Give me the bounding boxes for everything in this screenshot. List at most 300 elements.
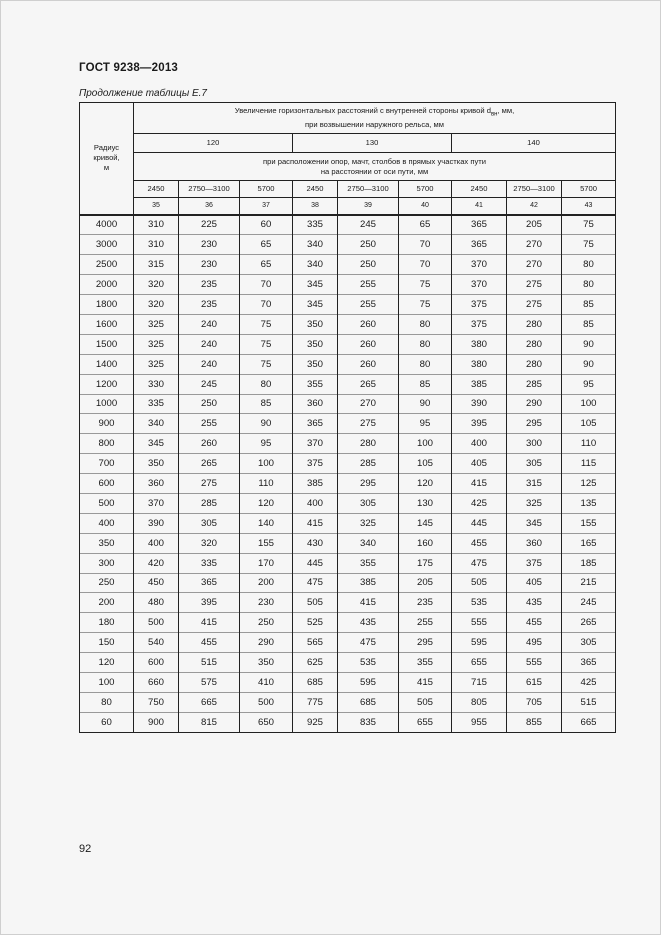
value-cell: 310 xyxy=(134,215,179,235)
value-cell: 420 xyxy=(134,553,179,573)
value-cell: 130 xyxy=(399,493,452,513)
value-cell: 285 xyxy=(507,374,562,394)
value-cell: 775 xyxy=(293,692,338,712)
value-cell: 350 xyxy=(293,314,338,334)
table-row xyxy=(80,235,616,255)
value-cell: 255 xyxy=(399,613,452,633)
value-cell: 215 xyxy=(562,573,616,593)
value-cell: 320 xyxy=(134,275,179,295)
value-cell: 455 xyxy=(507,613,562,633)
value-cell: 525 xyxy=(293,613,338,633)
value-cell: 375 xyxy=(507,553,562,573)
value-cell: 350 xyxy=(240,653,293,673)
value-cell: 365 xyxy=(452,235,507,255)
value-cell: 95 xyxy=(399,414,452,434)
radius-cell: 1400 xyxy=(80,354,134,374)
column-number: 39 xyxy=(338,198,399,215)
value-cell: 75 xyxy=(240,354,293,374)
value-cell: 280 xyxy=(507,354,562,374)
radius-cell: 400 xyxy=(80,513,134,533)
value-cell: 200 xyxy=(240,573,293,593)
value-cell: 365 xyxy=(179,573,240,593)
value-cell: 90 xyxy=(562,354,616,374)
distance-header: 2450 xyxy=(134,181,179,198)
value-cell: 595 xyxy=(452,633,507,653)
value-cell: 395 xyxy=(452,414,507,434)
value-cell: 70 xyxy=(399,235,452,255)
radius-cell: 1800 xyxy=(80,295,134,315)
table-row xyxy=(80,553,616,573)
value-cell: 340 xyxy=(134,414,179,434)
value-cell: 115 xyxy=(562,454,616,474)
value-cell: 685 xyxy=(293,672,338,692)
value-cell: 365 xyxy=(452,215,507,235)
table-row xyxy=(80,633,616,653)
value-cell: 385 xyxy=(338,573,399,593)
table-row xyxy=(80,712,616,732)
value-cell: 415 xyxy=(399,672,452,692)
value-cell: 60 xyxy=(240,215,293,235)
value-cell: 65 xyxy=(240,255,293,275)
value-cell: 235 xyxy=(179,295,240,315)
radius-cell: 150 xyxy=(80,633,134,653)
value-cell: 315 xyxy=(134,255,179,275)
radius-cell: 2500 xyxy=(80,255,134,275)
value-cell: 575 xyxy=(179,672,240,692)
placement-header: при расположении опор, мачт, столбов в прямых участках пути на расстоянии от оси пути, мм xyxy=(134,153,616,181)
value-cell: 75 xyxy=(399,275,452,295)
value-cell: 595 xyxy=(338,672,399,692)
value-cell: 375 xyxy=(452,314,507,334)
value-cell: 65 xyxy=(399,215,452,235)
increase-header: Увеличение горизонтальных расстояний с внутренней стороны кривой $d_{вн}$, мм, при возвышении наружного рельса, мм xyxy=(134,103,616,134)
value-cell: 925 xyxy=(293,712,338,732)
value-cell: 350 xyxy=(293,354,338,374)
value-cell: 205 xyxy=(507,215,562,235)
value-cell: 80 xyxy=(399,354,452,374)
radius-cell: 350 xyxy=(80,533,134,553)
value-cell: 120 xyxy=(399,474,452,494)
value-cell: 275 xyxy=(507,275,562,295)
radius-cell: 1500 xyxy=(80,334,134,354)
table-row xyxy=(80,434,616,454)
value-cell: 345 xyxy=(293,275,338,295)
value-cell: 415 xyxy=(293,513,338,533)
value-cell: 245 xyxy=(338,215,399,235)
value-cell: 360 xyxy=(134,474,179,494)
value-cell: 285 xyxy=(338,454,399,474)
value-cell: 340 xyxy=(338,533,399,553)
table-row xyxy=(80,334,616,354)
value-cell: 250 xyxy=(240,613,293,633)
value-cell: 305 xyxy=(179,513,240,533)
radius-cell: 2000 xyxy=(80,275,134,295)
value-cell: 455 xyxy=(179,633,240,653)
value-cell: 835 xyxy=(338,712,399,732)
value-cell: 250 xyxy=(179,394,240,414)
table-row xyxy=(80,215,616,235)
data-table xyxy=(79,102,616,733)
column-number: 38 xyxy=(293,198,338,215)
value-cell: 955 xyxy=(452,712,507,732)
value-cell: 815 xyxy=(179,712,240,732)
value-cell: 365 xyxy=(562,653,616,673)
value-cell: 655 xyxy=(399,712,452,732)
value-cell: 95 xyxy=(562,374,616,394)
value-cell: 365 xyxy=(293,414,338,434)
value-cell: 265 xyxy=(179,454,240,474)
value-cell: 240 xyxy=(179,334,240,354)
value-cell: 345 xyxy=(134,434,179,454)
value-cell: 340 xyxy=(293,235,338,255)
value-cell: 260 xyxy=(179,434,240,454)
table-row xyxy=(80,513,616,533)
table-row xyxy=(80,613,616,633)
value-cell: 230 xyxy=(179,235,240,255)
value-cell: 80 xyxy=(562,255,616,275)
table-row xyxy=(80,533,616,553)
value-cell: 85 xyxy=(562,295,616,315)
value-cell: 80 xyxy=(562,275,616,295)
value-cell: 415 xyxy=(452,474,507,494)
value-cell: 100 xyxy=(240,454,293,474)
value-cell: 80 xyxy=(240,374,293,394)
value-cell: 505 xyxy=(399,692,452,712)
value-cell: 685 xyxy=(338,692,399,712)
value-cell: 105 xyxy=(562,414,616,434)
value-cell: 135 xyxy=(562,493,616,513)
radius-cell: 600 xyxy=(80,474,134,494)
distance-header: 5700 xyxy=(399,181,452,198)
radius-cell: 250 xyxy=(80,573,134,593)
value-cell: 165 xyxy=(562,533,616,553)
value-cell: 370 xyxy=(293,434,338,454)
value-cell: 170 xyxy=(240,553,293,573)
value-cell: 340 xyxy=(293,255,338,275)
value-cell: 260 xyxy=(338,314,399,334)
value-cell: 240 xyxy=(179,314,240,334)
elevation-header: 120 xyxy=(134,134,293,153)
value-cell: 480 xyxy=(134,593,179,613)
elevation-header: 140 xyxy=(452,134,616,153)
table-row xyxy=(80,314,616,334)
value-cell: 255 xyxy=(338,295,399,315)
value-cell: 95 xyxy=(240,434,293,454)
value-cell: 390 xyxy=(134,513,179,533)
table-row xyxy=(80,573,616,593)
value-cell: 260 xyxy=(338,354,399,374)
value-cell: 355 xyxy=(293,374,338,394)
table-row xyxy=(80,414,616,434)
value-cell: 80 xyxy=(399,314,452,334)
radius-cell: 3000 xyxy=(80,235,134,255)
value-cell: 555 xyxy=(507,653,562,673)
value-cell: 155 xyxy=(562,513,616,533)
value-cell: 325 xyxy=(134,334,179,354)
value-cell: 185 xyxy=(562,553,616,573)
table-row xyxy=(80,255,616,275)
value-cell: 535 xyxy=(452,593,507,613)
value-cell: 715 xyxy=(452,672,507,692)
value-cell: 70 xyxy=(240,275,293,295)
value-cell: 335 xyxy=(179,553,240,573)
value-cell: 110 xyxy=(240,474,293,494)
value-cell: 405 xyxy=(452,454,507,474)
radius-cell: 4000 xyxy=(80,215,134,235)
value-cell: 320 xyxy=(134,295,179,315)
value-cell: 325 xyxy=(507,493,562,513)
value-cell: 360 xyxy=(507,533,562,553)
distance-header: 2750—3100 xyxy=(338,181,399,198)
value-cell: 305 xyxy=(507,454,562,474)
value-cell: 280 xyxy=(338,434,399,454)
value-cell: 375 xyxy=(452,295,507,315)
value-cell: 475 xyxy=(338,633,399,653)
value-cell: 445 xyxy=(293,553,338,573)
value-cell: 375 xyxy=(293,454,338,474)
table-row xyxy=(80,295,616,315)
value-cell: 230 xyxy=(179,255,240,275)
table-row xyxy=(80,474,616,494)
value-cell: 395 xyxy=(179,593,240,613)
value-cell: 855 xyxy=(507,712,562,732)
value-cell: 80 xyxy=(399,334,452,354)
value-cell: 290 xyxy=(507,394,562,414)
value-cell: 295 xyxy=(507,414,562,434)
value-cell: 380 xyxy=(452,354,507,374)
document-code: ГОСТ 9238—2013 xyxy=(79,62,179,74)
radius-cell: 120 xyxy=(80,653,134,673)
table-row xyxy=(80,394,616,414)
value-cell: 400 xyxy=(134,533,179,553)
table-row xyxy=(80,354,616,374)
value-cell: 900 xyxy=(134,712,179,732)
value-cell: 495 xyxy=(507,633,562,653)
table-row xyxy=(80,672,616,692)
radius-cell: 300 xyxy=(80,553,134,573)
distance-header: 5700 xyxy=(240,181,293,198)
value-cell: 415 xyxy=(179,613,240,633)
value-cell: 270 xyxy=(507,255,562,275)
value-cell: 85 xyxy=(399,374,452,394)
value-cell: 290 xyxy=(240,633,293,653)
table-row xyxy=(80,493,616,513)
distance-header: 2750—3100 xyxy=(507,181,562,198)
value-cell: 315 xyxy=(507,474,562,494)
value-cell: 300 xyxy=(507,434,562,454)
table-row xyxy=(80,374,616,394)
value-cell: 90 xyxy=(399,394,452,414)
value-cell: 100 xyxy=(562,394,616,414)
value-cell: 70 xyxy=(240,295,293,315)
value-cell: 335 xyxy=(134,394,179,414)
value-cell: 475 xyxy=(293,573,338,593)
value-cell: 175 xyxy=(399,553,452,573)
value-cell: 665 xyxy=(562,712,616,732)
value-cell: 370 xyxy=(452,255,507,275)
radius-cell: 900 xyxy=(80,414,134,434)
value-cell: 455 xyxy=(452,533,507,553)
value-cell: 85 xyxy=(562,314,616,334)
value-cell: 500 xyxy=(134,613,179,633)
value-cell: 100 xyxy=(399,434,452,454)
column-number: 43 xyxy=(562,198,616,215)
value-cell: 270 xyxy=(507,235,562,255)
table-caption: Продолжение таблицы Е.7 xyxy=(79,88,207,99)
value-cell: 255 xyxy=(179,414,240,434)
value-cell: 245 xyxy=(562,593,616,613)
value-cell: 265 xyxy=(562,613,616,633)
value-cell: 275 xyxy=(507,295,562,315)
page-number: 92 xyxy=(79,843,92,855)
value-cell: 320 xyxy=(179,533,240,553)
value-cell: 125 xyxy=(562,474,616,494)
radius-cell: 1000 xyxy=(80,394,134,414)
value-cell: 275 xyxy=(338,414,399,434)
radius-cell: 180 xyxy=(80,613,134,633)
value-cell: 285 xyxy=(179,493,240,513)
value-cell: 325 xyxy=(134,354,179,374)
value-cell: 540 xyxy=(134,633,179,653)
value-cell: 310 xyxy=(134,235,179,255)
value-cell: 450 xyxy=(134,573,179,593)
value-cell: 250 xyxy=(338,235,399,255)
value-cell: 435 xyxy=(338,613,399,633)
value-cell: 565 xyxy=(293,633,338,653)
value-cell: 160 xyxy=(399,533,452,553)
value-cell: 705 xyxy=(507,692,562,712)
radius-cell: 100 xyxy=(80,672,134,692)
distance-header: 2450 xyxy=(452,181,507,198)
value-cell: 370 xyxy=(452,275,507,295)
value-cell: 425 xyxy=(452,493,507,513)
value-cell: 750 xyxy=(134,692,179,712)
value-cell: 390 xyxy=(452,394,507,414)
radius-cell: 80 xyxy=(80,692,134,712)
value-cell: 805 xyxy=(452,692,507,712)
value-cell: 535 xyxy=(338,653,399,673)
column-number: 36 xyxy=(179,198,240,215)
column-number: 37 xyxy=(240,198,293,215)
column-number: 41 xyxy=(452,198,507,215)
value-cell: 505 xyxy=(293,593,338,613)
value-cell: 625 xyxy=(293,653,338,673)
value-cell: 515 xyxy=(179,653,240,673)
radius-cell: 200 xyxy=(80,593,134,613)
value-cell: 505 xyxy=(452,573,507,593)
value-cell: 435 xyxy=(507,593,562,613)
value-cell: 665 xyxy=(179,692,240,712)
value-cell: 85 xyxy=(240,394,293,414)
value-cell: 445 xyxy=(452,513,507,533)
value-cell: 225 xyxy=(179,215,240,235)
value-cell: 515 xyxy=(562,692,616,712)
radius-cell: 800 xyxy=(80,434,134,454)
value-cell: 475 xyxy=(452,553,507,573)
radius-cell: 500 xyxy=(80,493,134,513)
value-cell: 345 xyxy=(507,513,562,533)
value-cell: 275 xyxy=(179,474,240,494)
value-cell: 70 xyxy=(399,255,452,275)
value-cell: 280 xyxy=(507,334,562,354)
value-cell: 75 xyxy=(399,295,452,315)
table-row xyxy=(80,454,616,474)
value-cell: 425 xyxy=(562,672,616,692)
value-cell: 75 xyxy=(562,235,616,255)
value-cell: 105 xyxy=(399,454,452,474)
value-cell: 415 xyxy=(338,593,399,613)
value-cell: 385 xyxy=(452,374,507,394)
distance-header: 2750—3100 xyxy=(179,181,240,198)
value-cell: 405 xyxy=(507,573,562,593)
value-cell: 600 xyxy=(134,653,179,673)
value-cell: 235 xyxy=(179,275,240,295)
value-cell: 270 xyxy=(338,394,399,414)
value-cell: 325 xyxy=(338,513,399,533)
value-cell: 305 xyxy=(338,493,399,513)
column-number: 42 xyxy=(507,198,562,215)
value-cell: 235 xyxy=(399,593,452,613)
value-cell: 385 xyxy=(293,474,338,494)
value-cell: 615 xyxy=(507,672,562,692)
value-cell: 655 xyxy=(452,653,507,673)
distance-header: 2450 xyxy=(293,181,338,198)
value-cell: 90 xyxy=(562,334,616,354)
value-cell: 250 xyxy=(338,255,399,275)
table-row xyxy=(80,275,616,295)
value-cell: 75 xyxy=(562,215,616,235)
value-cell: 355 xyxy=(338,553,399,573)
value-cell: 140 xyxy=(240,513,293,533)
radius-cell: 1600 xyxy=(80,314,134,334)
value-cell: 410 xyxy=(240,672,293,692)
value-cell: 120 xyxy=(240,493,293,513)
value-cell: 295 xyxy=(399,633,452,653)
value-cell: 295 xyxy=(338,474,399,494)
value-cell: 400 xyxy=(452,434,507,454)
radius-cell: 700 xyxy=(80,454,134,474)
value-cell: 360 xyxy=(293,394,338,414)
radius-header: Радиус кривой, м xyxy=(80,103,134,215)
value-cell: 325 xyxy=(134,314,179,334)
value-cell: 145 xyxy=(399,513,452,533)
value-cell: 330 xyxy=(134,374,179,394)
value-cell: 555 xyxy=(452,613,507,633)
distance-header: 5700 xyxy=(562,181,616,198)
value-cell: 280 xyxy=(507,314,562,334)
column-number: 35 xyxy=(134,198,179,215)
table-row xyxy=(80,692,616,712)
value-cell: 75 xyxy=(240,334,293,354)
table-row xyxy=(80,593,616,613)
value-cell: 65 xyxy=(240,235,293,255)
value-cell: 260 xyxy=(338,334,399,354)
radius-cell: 1200 xyxy=(80,374,134,394)
value-cell: 155 xyxy=(240,533,293,553)
value-cell: 355 xyxy=(399,653,452,673)
value-cell: 650 xyxy=(240,712,293,732)
value-cell: 370 xyxy=(134,493,179,513)
value-cell: 400 xyxy=(293,493,338,513)
value-cell: 255 xyxy=(338,275,399,295)
value-cell: 350 xyxy=(293,334,338,354)
value-cell: 660 xyxy=(134,672,179,692)
value-cell: 350 xyxy=(134,454,179,474)
value-cell: 75 xyxy=(240,314,293,334)
value-cell: 380 xyxy=(452,334,507,354)
value-cell: 205 xyxy=(399,573,452,593)
value-cell: 240 xyxy=(179,354,240,374)
